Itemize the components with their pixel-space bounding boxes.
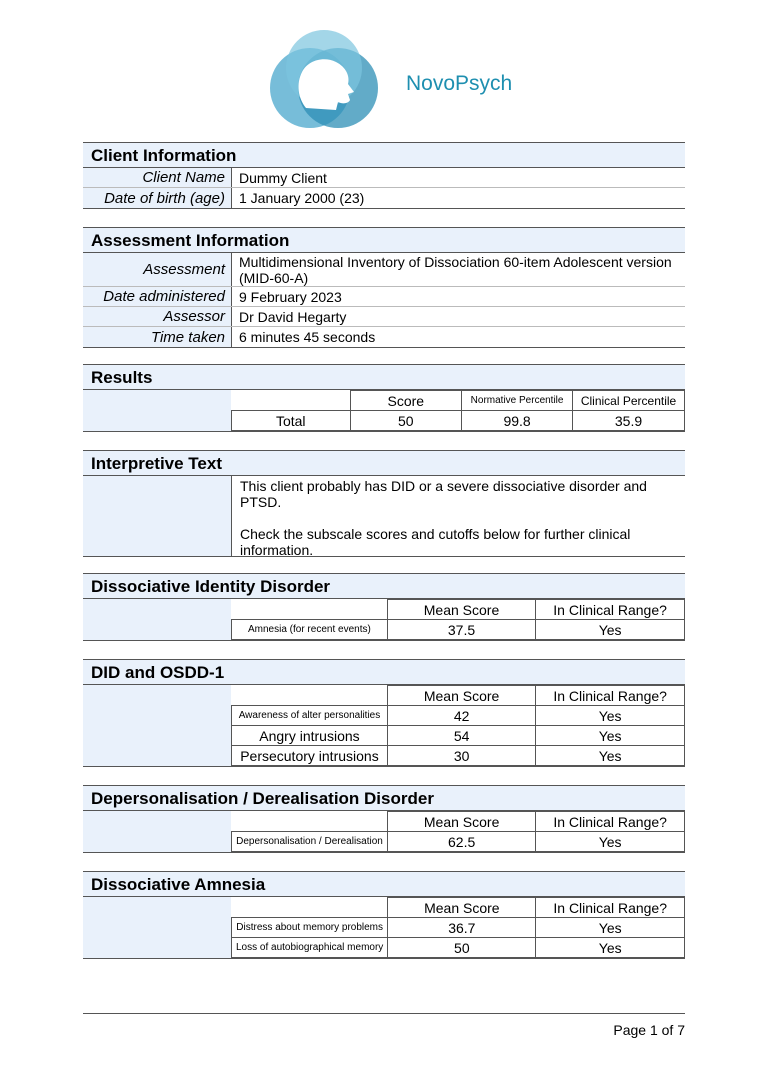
mean-score: 62.5 [387, 832, 535, 852]
column-header: Score [350, 391, 462, 411]
clinical-percentile: 35.9 [573, 411, 685, 431]
table-row [232, 411, 685, 431]
table-row [232, 746, 685, 766]
amnesia-body [83, 897, 685, 959]
assessor-value: Dr David Hegarty [231, 307, 685, 326]
amnesia-section [83, 871, 685, 959]
clinical-range: Yes [536, 938, 685, 958]
mean-score: 42 [387, 706, 535, 726]
table-row [232, 620, 685, 640]
subscale-label: Distress about memory problems [232, 918, 388, 938]
date-administered-value: 9 February 2023 [231, 287, 685, 306]
client-name-row [83, 168, 685, 188]
did-body [83, 599, 685, 641]
table-header-row [232, 686, 685, 706]
section-heading: DID and OSDD-1 [83, 659, 685, 685]
section-heading: Dissociative Identity Disorder [83, 573, 685, 599]
column-header: In Clinical Range? [536, 686, 685, 706]
interpretive-text [231, 476, 685, 556]
section-heading: Interpretive Text [83, 450, 685, 476]
subscale-label: Angry intrusions [232, 726, 388, 746]
assessor-row [83, 307, 685, 327]
dpdr-body [83, 811, 685, 853]
total-score: 50 [350, 411, 462, 431]
interpretive-body [83, 476, 685, 557]
column-header: Clinical Percentile [573, 391, 685, 411]
column-header: Normative Percentile [462, 391, 573, 411]
clinical-range: Yes [536, 726, 685, 746]
normative-percentile: 99.8 [462, 411, 573, 431]
time-taken-row [83, 327, 685, 347]
table-row [232, 832, 685, 852]
results-section [83, 364, 685, 432]
table-header-row [232, 600, 685, 620]
subscale-label: Depersonalisation / Derealisation [232, 832, 388, 852]
table-header-row [232, 812, 685, 832]
field-label: Date of birth (age) [104, 189, 225, 207]
head-profile-logo-icon [268, 30, 380, 132]
assessment-info-body [83, 253, 685, 348]
osdd-section [83, 659, 685, 767]
table-header-row [232, 391, 685, 411]
field-label: Time taken [150, 328, 225, 346]
dob-row [83, 188, 685, 208]
results-table [231, 390, 685, 431]
mean-score: 30 [387, 746, 535, 766]
clinical-range: Yes [536, 918, 685, 938]
brand-name: NovoPsych [406, 72, 513, 95]
date-administered-row [83, 287, 685, 307]
table-row [232, 706, 685, 726]
results-body [83, 390, 685, 432]
field-label: Client Name [142, 169, 225, 186]
mean-score: 54 [387, 726, 535, 746]
assessment-information-section [83, 227, 685, 348]
subscale-label: Awareness of alter personalities [232, 706, 388, 726]
section-heading: Dissociative Amnesia [83, 871, 685, 897]
dpdr-table [231, 811, 685, 852]
amnesia-table [231, 897, 685, 958]
client-information-section [83, 142, 685, 209]
clinical-range: Yes [536, 746, 685, 766]
section-heading: Depersonalisation / Derealisation Disorder [83, 785, 685, 811]
column-header: In Clinical Range? [536, 898, 685, 918]
did-table [231, 599, 685, 640]
interpretive-text-section [83, 450, 685, 557]
row-label: Total [232, 411, 351, 431]
dob-value: 1 January 2000 (23) [231, 188, 685, 208]
client-info-body [83, 168, 685, 209]
subscale-label: Amnesia (for recent events) [232, 620, 388, 640]
field-label: Date administered [103, 288, 225, 305]
table-header-row [232, 898, 685, 918]
client-name-value: Dummy Client [231, 168, 685, 187]
column-header: Mean Score [388, 898, 536, 918]
dpdr-section [83, 785, 685, 853]
subscale-label: Loss of autobiographical memory [232, 938, 388, 958]
time-taken-value: 6 minutes 45 seconds [231, 327, 685, 347]
field-label: Assessor [163, 308, 225, 325]
column-header: Mean Score [387, 686, 535, 706]
interpretive-paragraph: This client probably has DID or a severe dissociative disorder and PTSD. [240, 478, 647, 510]
column-header: In Clinical Range? [536, 812, 685, 832]
assessment-row [83, 253, 685, 287]
subscale-label: Persecutory intrusions [232, 746, 388, 766]
interpretive-paragraph: Check the subscale scores and cutoffs below for further clinical information. [240, 526, 631, 558]
section-heading: Results [83, 364, 685, 390]
table-row [232, 918, 685, 938]
mean-score: 36.7 [388, 918, 536, 938]
column-header: Mean Score [387, 600, 535, 620]
mean-score: 37.5 [387, 620, 535, 640]
mean-score: 50 [388, 938, 536, 958]
section-heading: Client Information [83, 142, 685, 168]
footer-divider [83, 1013, 685, 1014]
clinical-range: Yes [536, 620, 685, 640]
page-number: Page 1 of 7 [613, 1022, 685, 1038]
osdd-table [231, 685, 685, 766]
osdd-body [83, 685, 685, 767]
field-label: Assessment [143, 261, 225, 278]
column-header: In Clinical Range? [536, 600, 685, 620]
assessment-value: Multidimensional Inventory of Dissociation 60-item Adolescent version (MID-60-A) [231, 253, 685, 286]
did-section [83, 573, 685, 641]
section-heading: Assessment Information [83, 227, 685, 253]
table-row [232, 726, 685, 746]
column-header: Mean Score [387, 812, 535, 832]
table-row [232, 938, 685, 958]
clinical-range: Yes [536, 832, 685, 852]
clinical-range: Yes [536, 706, 685, 726]
